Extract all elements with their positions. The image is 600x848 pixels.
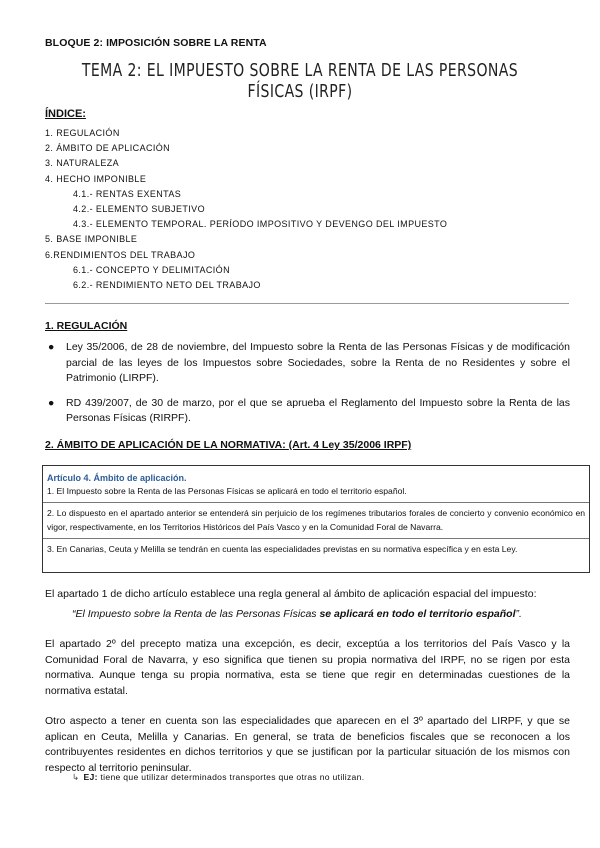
- block-title: BLOQUE 2: IMPOSICIÓN SOBRE LA RENTA: [45, 37, 267, 49]
- regulation-list: [45, 340, 570, 436]
- paragraph-apartado-1: El apartado 1 de dicho artículo establece una regla general al ámbito de aplicación espacial del impuesto:: [45, 588, 537, 600]
- example-label: EJ:: [83, 772, 98, 782]
- list-item: [45, 396, 570, 427]
- section-reference: (Art. 4 Ley 35/2006 IRPF): [288, 439, 412, 451]
- toc-subitem: 6.1.- CONCEPTO Y DELIMITACIÓN: [73, 264, 230, 275]
- list-item: [45, 340, 570, 387]
- section-heading-text: 2. ÁMBITO DE APLICACIÓN DE LA NORMATIVA:: [45, 439, 286, 451]
- tema-title: TEMA 2: EL IMPUESTO SOBRE LA RENTA DE LAS PERSONAS FÍSICAS (IRPF): [81, 60, 519, 102]
- toc-subitem: 4.1.- RENTAS EXENTAS: [73, 188, 182, 199]
- toc-item: 6.RENDIMIENTOS DEL TRABAJO: [45, 249, 196, 260]
- return-arrow-icon: ↳: [72, 772, 80, 782]
- toc-subitem: 4.2.- ELEMENTO SUBJETIVO: [73, 204, 205, 215]
- quote-bold: se aplicará en todo el territorio español: [316, 608, 516, 620]
- article-title: Artículo 4. Ámbito de aplicación.: [47, 473, 187, 483]
- example-text: tiene que utilizar determinados transportes que otras no utilizan.: [97, 772, 365, 782]
- article-divider: [43, 502, 589, 503]
- toc-subitem: 4.3.- ELEMENTO TEMPORAL. PERÍODO IMPOSITIVO Y DEVENGO DEL IMPUESTO: [73, 219, 448, 230]
- paragraph-apartado-2: El apartado 2º del precepto matiza una excepción, es decir, exceptúa a los territorios del País Vasco y la Comunidad Foral de Navarra, y eso significa que tienen su propia normativa del IRPF, no se rigen por esta normativa. Aunque tenga su propia normativa, esta se tiene que regir en determinadas cuestiones de la normativa estatal.: [45, 638, 570, 697]
- article-divider: [43, 538, 589, 539]
- section-heading-regulacion: 1. REGULACIÓN: [45, 320, 128, 332]
- quote-end: ”.: [515, 608, 522, 620]
- bullet-text: Ley 35/2006, de 28 de noviembre, del Impuesto sobre la Renta de las Personas Físicas y de modificación parcial de las leyes de los Impuestos sobre Sociedades, sobre la Renta de no Residentes y sobre el Patrimonio (LIRPF).: [66, 341, 570, 384]
- index-heading: ÍNDICE:: [45, 108, 86, 120]
- table-of-contents: [45, 126, 447, 293]
- section-heading-ambito: [45, 439, 411, 451]
- horizontal-divider: [45, 303, 569, 304]
- paragraph-apartado-3: Otro aspecto a tener en cuenta son las especialidades que aparecen en el 3º apartado del LIRPF, y que se aplican en Ceuta, Melilla y Canarias. En general, se trata de beneficios fiscales que se reconocen a los contribuyentes residentes en dichos territorios y que se justifican por la particular situación de los mismos con respecto al territorio peninsular.: [45, 715, 570, 774]
- quote-plain: “El Impuesto sobre la Renta de las Personas Físicas: [72, 608, 317, 620]
- article-paragraph-3: 3. En Canarias, Ceuta y Melilla se tendrán en cuenta las especialidades previstas en su normativa específica y en esta Ley.: [47, 543, 518, 554]
- toc-item: 5. BASE IMPONIBLE: [45, 234, 138, 245]
- quote: [72, 608, 522, 620]
- article-box: [42, 465, 590, 573]
- toc-item: 4. HECHO IMPONIBLE: [45, 173, 147, 184]
- toc-item: 2. ÁMBITO DE APLICACIÓN: [45, 143, 171, 154]
- bullet-icon: ●: [48, 341, 55, 353]
- article-paragraph-2: 2. Lo dispuesto en el apartado anterior se entenderá sin perjuicio de los regímenes tributarios forales de concierto y convenio económico en vigor, respectivamente, en los Territorios Históricos del País Vasco y en la Comunidad Foral de Navarra.: [47, 508, 585, 532]
- toc-item: 3. NATURALEZA: [45, 158, 120, 169]
- toc-item: 1. REGULACIÓN: [45, 128, 120, 138]
- bullet-text: RD 439/2007, de 30 de marzo, por el que se aprueba el Reglamento del Impuesto sobre la Renta de las Personas Físicas (RIRPF).: [66, 396, 570, 424]
- toc-subitem: 6.2.- RENDIMIENTO NETO DEL TRABAJO: [73, 280, 261, 291]
- bullet-icon: ●: [48, 396, 55, 409]
- article-paragraph-1: 1. El Impuesto sobre la Renta de las Personas Físicas se aplicará en todo el territorio español.: [47, 486, 407, 497]
- example-note: [72, 772, 364, 783]
